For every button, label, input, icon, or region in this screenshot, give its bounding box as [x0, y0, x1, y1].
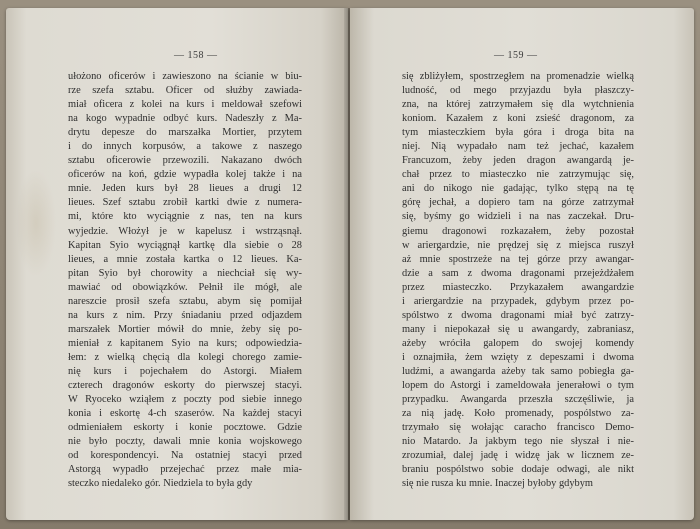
text-line: się nie rusza ku mnie. Inaczej byłoby gdybym — [402, 478, 594, 490]
text-line: lopem do Astorgi i zameldowała jenerałowi o tym — [402, 380, 634, 392]
text-line: tym miasteczkiem była góra i droga bita na — [402, 127, 634, 139]
text-line: mawiać od obowiązków. Pełnił ile mógł, ale — [68, 281, 302, 293]
text-line: aż mnie spostrzeże na tej górze przy awangar- — [402, 253, 634, 265]
text-line: ludność, od mego przyjazdu była płaszczy- — [402, 85, 634, 97]
text-line: się, byśmy go widzieli i na nas zaczekał. Dru- — [402, 211, 634, 223]
left-page-number: — 158 — — [174, 50, 218, 61]
text-line: nareszcie prosił szefa sztabu, abym się pomijał — [68, 295, 302, 307]
text-line: od korespondencyi. Na ostatniej stacyi przed — [68, 450, 302, 462]
text-line: koniom. Kazałem z koni zsieść dragonom, za — [402, 113, 634, 125]
left-page — [6, 8, 348, 520]
text-line: się zbliżyłem, spostrzegłem na promenadzie wielką — [402, 71, 634, 82]
text-line: sztabu oficerowie przewozili. Nakazano dwóch — [68, 155, 302, 167]
text-line: nie było poczty, dawali mnie konia wojskowego — [68, 436, 302, 448]
right-page-number: — 159 — — [494, 50, 538, 61]
text-line: łem: z wielką chęcią dla kolegi chorego zamie- — [68, 351, 302, 363]
text-line: lieues. Szef sztabu zrobił kartki dwie z numera- — [68, 197, 302, 209]
text-line: ułożono oficerów i zawieszono na ścianie w biu- — [68, 71, 302, 82]
text-line: oficerów na koń, gdzie wypadła kolej także i na — [68, 169, 302, 181]
text-line: zna, na której zatrzymałem się dla wytchnienia — [402, 99, 634, 111]
text-line: i ariergardzie na przypadek, gdybym przez po- — [402, 295, 634, 307]
text-line: braniu pospólstwo sobie dodaje odwagi, ale nikt — [402, 464, 634, 476]
page-stain — [16, 168, 56, 278]
text-line: Kapitan Syio wyciągnął kartkę dla siebie o 28 — [68, 239, 302, 251]
text-line: giemu dragonowi rozkazałem, żeby pozostał — [402, 225, 634, 237]
text-line: mieniał z kapitanem Syio na kurs; odpowiedzia- — [68, 337, 302, 349]
text-line: wyjedzie. Włożył je w kapelusz i wstrząsnął. — [68, 225, 302, 237]
text-line: ani do nikogo nie gadając, tylko stępą na tę — [402, 183, 634, 195]
text-line: lieues, a mnie została kartka o 12 lieues. Ka- — [68, 253, 302, 265]
text-line: odmieniałem eskorty i konie pocztowe. Gdzie — [68, 422, 302, 434]
text-line: rze szefa sztabu. Oficer od służby zawiada- — [68, 85, 302, 97]
text-line: mi, które kto wyciągnie z nas, ten na kurs — [68, 211, 302, 223]
text-line: i oznajmiła, żem wzięty z depeszami i dwoma — [402, 351, 634, 363]
text-line: mnie. Jeden kurs był 28 lieues a drugi 12 — [68, 183, 302, 195]
text-line: nię kurs i pojechałem do Astorgi. Miałem — [68, 365, 302, 377]
text-line: ludźmi, a awangarda ażeby tak samo pobiegła ga- — [402, 365, 634, 377]
open-book — [6, 8, 694, 522]
text-line: przypadku. Awangarda przeszła szczęśliwie, ja — [402, 394, 634, 406]
text-line: trzymało się wołając caracho francisco Demo- — [402, 422, 634, 434]
text-line: many i niepokazał się u awangardy, zabraniasz, — [402, 323, 634, 335]
text-line: miał oficera z kolei na kurs i meldował szefowi — [68, 99, 302, 111]
text-line: steczko niedaleko gór. Niedziela to była gdy — [68, 478, 253, 490]
text-line: za nią jadę. Koło promenady, pospólstwo za- — [402, 408, 634, 420]
text-line: spólstwo z dwoma dragonami miał być zatrzy- — [402, 309, 634, 321]
text-line: na kurs z nim. Przy śniadaniu przed odjazdem — [68, 309, 302, 321]
right-page-text — [402, 70, 634, 491]
text-line: ażeby wróciła galopem do swojej komendy — [402, 337, 634, 349]
text-line: przez miasteczko. Przykazałem awangardzie — [402, 281, 634, 293]
text-line: zrozumiał, dalej jadę i widzę jak w licznem ze- — [402, 450, 634, 462]
text-line: górę jechał, a dopiero tam na górze zatrzymał — [402, 197, 634, 209]
right-page — [350, 8, 694, 520]
text-line: konia i eskortę 4-ch szaserów. Na każdej stacyi — [68, 408, 302, 420]
left-page-text — [68, 70, 302, 491]
text-line: Francuzom, żeby jeden dragon awangardą je- — [402, 155, 634, 167]
text-line: czterech dragonów eskorty do pierwszej stacyi. — [68, 380, 302, 392]
text-line: chał przez to miasteczko nie zatrzymując się, — [402, 169, 634, 181]
text-line: pitan Syio był chorowity a niechciał się wy- — [68, 267, 302, 279]
text-line: niej. Nią wypadało nam też jechać, kazałem — [402, 141, 634, 153]
text-line: w ariergardzie, nie prędzej się z miejsca ruszył — [402, 239, 634, 251]
text-line: W Ryoceko wziąłem z poczty pod siebie innego — [68, 394, 302, 406]
text-line: Astorgą wypadło przejechać przez małe mia- — [68, 464, 302, 476]
text-line: marszałek Mortier mówił do mnie, żeby się po- — [68, 323, 302, 335]
text-line: na kogo wypadnie odbyć kurs. Nadeszły z Ma- — [68, 113, 302, 125]
text-line: drytu depesze do marszałka Mortier, przytem — [68, 127, 302, 139]
text-line: dzie a sam z dwoma dragonami przejeżdżałem — [402, 267, 634, 279]
text-line: i do innych korpusów, a takowe z naszego — [68, 141, 302, 153]
text-line: nio Matardo. Ja jakbym tego nie słyszał i nie- — [402, 436, 634, 448]
